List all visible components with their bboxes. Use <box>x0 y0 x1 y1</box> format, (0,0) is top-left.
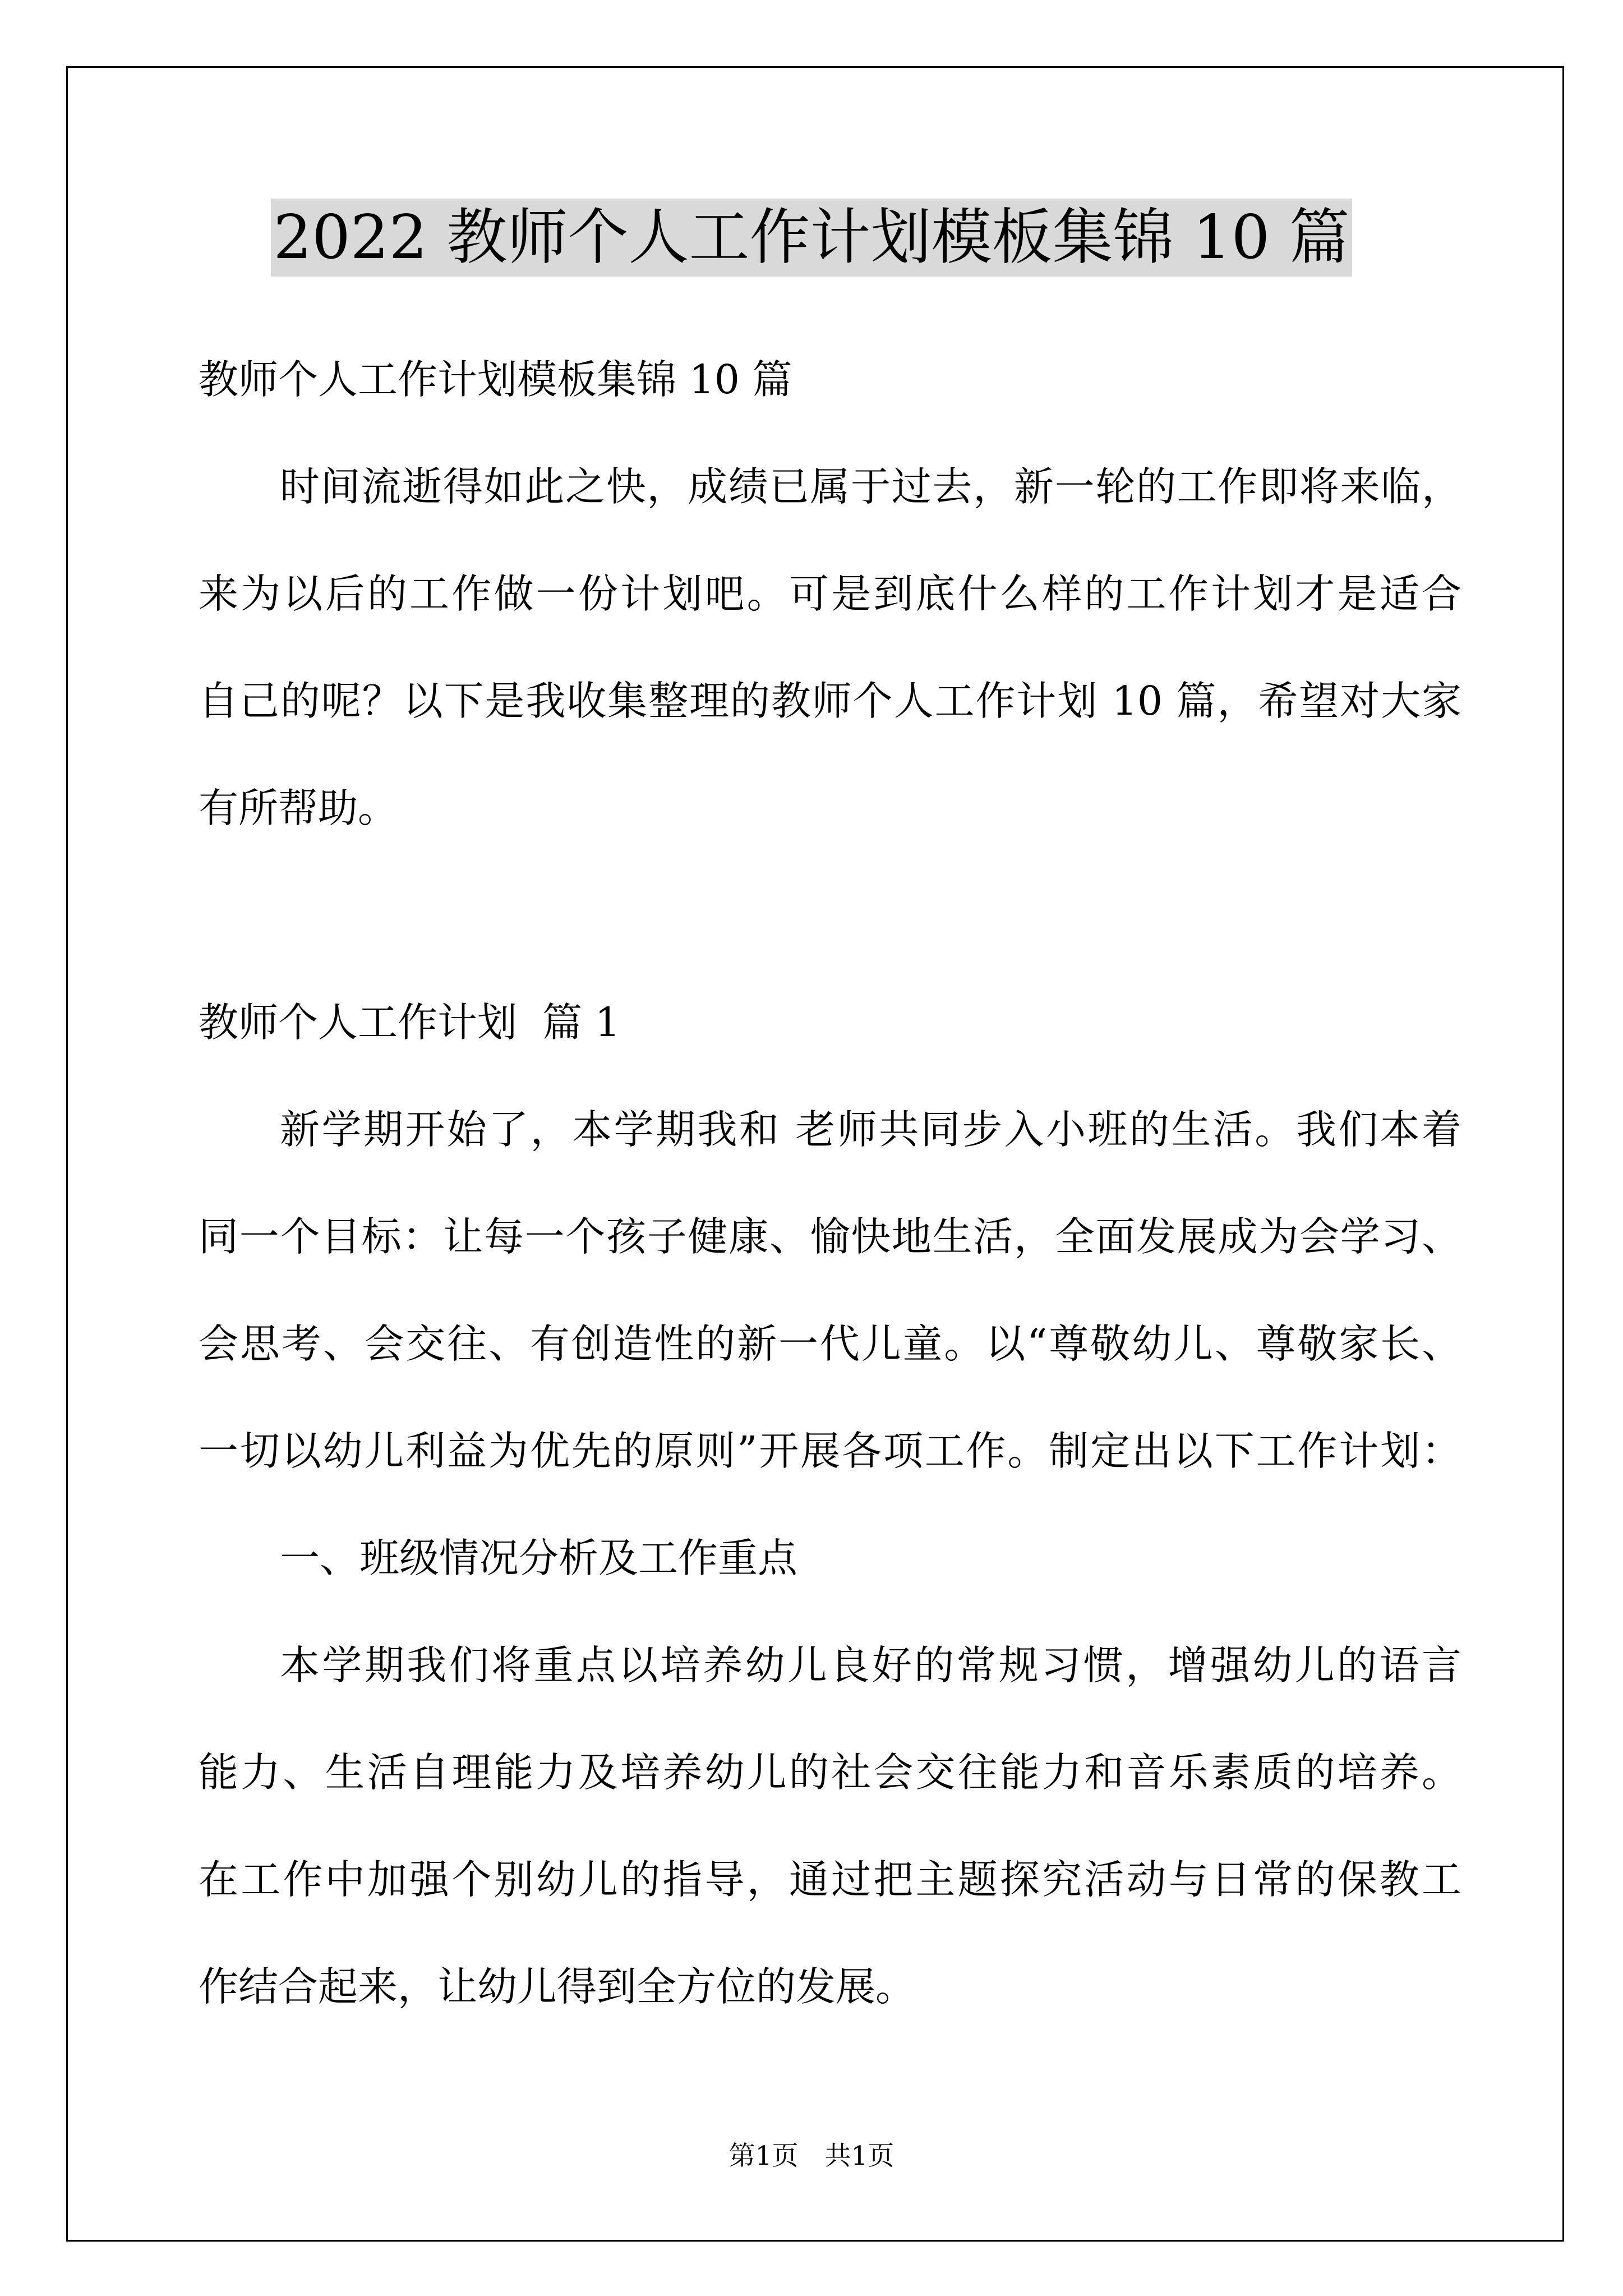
title-row <box>0 199 1623 277</box>
paragraph-line: 同一个目标：让每一个孩子健康、愉快地生活，全面发展成为会学习、 <box>199 1213 1461 1260</box>
paragraph-line: 会思考、会交往、有创造性的新一代儿童。以“尊敬幼儿、尊敬家长、 <box>199 1320 1461 1367</box>
intro-line: 时间流逝得如此之快，成绩已属于过去，新一轮的工作即将来临， <box>280 463 1461 510</box>
page-footer: 第1页 共1页 <box>728 2141 895 2171</box>
paragraph-line: 作结合起来，让幼儿得到全方位的发展。 <box>199 1963 916 2010</box>
paragraph-line: 能力、生活自理能力及培养幼儿的社会交往能力和音乐素质的培养。 <box>199 1749 1461 1796</box>
intro-line: 有所帮助。 <box>199 785 398 831</box>
document-title: 2022 教师个人工作计划模板集锦 10 篇 <box>271 199 1352 277</box>
paragraph-line: 新学期开始了，本学期我和 老师共同步入小班的生活。我们本着 <box>280 1106 1461 1153</box>
intro-line: 来为以后的工作做一份计划吧。可是到底什么样的工作计划才是适合 <box>199 570 1461 617</box>
document-body <box>199 326 1461 2040</box>
blank-line <box>199 862 1461 969</box>
paragraph-line: 本学期我们将重点以培养幼儿良好的常规习惯，增强幼儿的语言 <box>280 1642 1461 1688</box>
intro-line: 自己的呢？以下是我收集整理的教师个人工作计划 10 篇，希望对大家 <box>199 678 1461 724</box>
section-heading: 教师个人工作计划 篇 1 <box>199 999 620 1046</box>
paragraph-line: 一切以幼儿利益为优先的原则”开展各项工作。制定出以下工作计划： <box>199 1428 1461 1474</box>
document-subtitle: 教师个人工作计划模板集锦 10 篇 <box>199 356 792 403</box>
paragraph-line: 在工作中加强个别幼儿的指导，通过把主题探究活动与日常的保教工 <box>199 1856 1461 1903</box>
subsection-heading: 一、班级情况分析及工作重点 <box>280 1535 798 1581</box>
